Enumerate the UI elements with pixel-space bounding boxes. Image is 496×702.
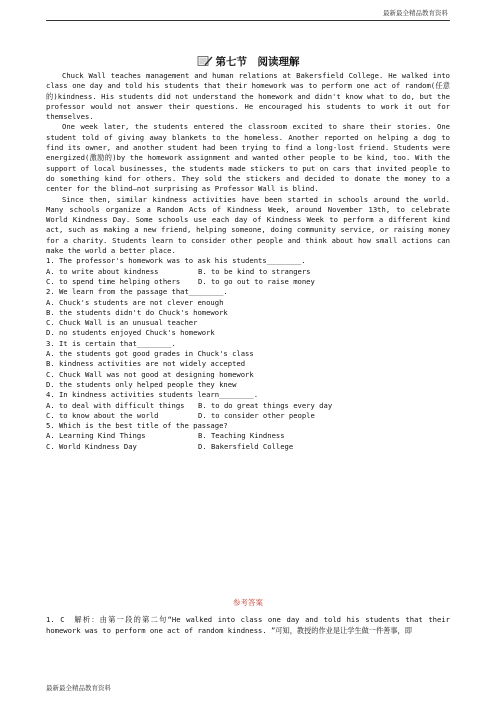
page-footer: 最新最全精品教育资料 (46, 684, 111, 692)
section-title-text: 第七节 阅读理解 (215, 56, 300, 68)
section-title (0, 54, 496, 69)
answer-option: A. Chuck's students are not clever enough (46, 297, 224, 307)
answer-option: A. the students got good grades in Chuck's class (46, 349, 254, 359)
option-row (46, 267, 450, 277)
answer-option: D. to go out to raise money (198, 276, 315, 286)
question-stem: 4. In kindness activities students learn________. (46, 390, 259, 400)
header-rule (46, 20, 450, 21)
answer-option: B. to be kind to strangers (198, 266, 311, 276)
answer-option: C. Chuck Wall is an unusual teacher (46, 318, 198, 328)
option-row (46, 277, 450, 287)
question-stem: 5. Which is the best title of the passage? (46, 421, 228, 431)
option-row (46, 431, 450, 441)
answer-option: D. the students only helped people they knew (46, 379, 237, 389)
passage (46, 71, 450, 256)
answer-option: A. to deal with difficult things (46, 400, 185, 410)
answer-option: C. to know about the world (46, 410, 159, 420)
page-header: 最新最全精品教育资料 (383, 9, 448, 17)
answer-option: D. no students enjoyed Chuck's homework (46, 328, 215, 338)
answer-option: A. to write about kindness (46, 266, 159, 276)
answer-option: D. Bakersfield College (198, 441, 294, 451)
passage-paragraph: One week later, the students entered the classroom excited to share their stories. One student told of giving away blankets to the homeless. Another reported on helping a dog to find its owner, and another student had been trying to find a long-lost friend. Students were energized(激励的)by the homework assignment and wanted other people to be kind, too. With the support of local businesses, the students made stickers to put on cars that invited people to do something kind for others. They sold the stickers and decided to donate the money to a center for the blind—not surprising as Professor Wall is blind. (46, 122, 450, 194)
option-row (46, 442, 450, 452)
question-stem: 3. It is certain that________. (46, 338, 176, 348)
passage-paragraph: Since then, similar kindness activities have been started in schools around the world. Many schools organize a Random Acts of Kindness Week, around November 13th, to celebrate World Kindness Day. Some schools use each day of Kindness Week to perform a different kind act, such as making a new friend, helping someone, doing community service, or raising money for a charity. Students learn to consider other people and think about how small actions can make the world a better place. (46, 194, 450, 256)
answers-title: 参考答案 (233, 598, 263, 607)
questions (46, 256, 450, 452)
answer-option: D. to consider other people (198, 410, 315, 420)
answer-option: B. Teaching Kindness (198, 431, 285, 441)
option-row (46, 401, 450, 411)
option-row (46, 411, 450, 421)
pen-paper-icon (197, 55, 213, 67)
reading-content (46, 71, 450, 452)
answer-option: A. Learning Kind Things (46, 431, 146, 441)
passage-paragraph: Chuck Wall teaches management and human relations at Bakersfield College. He walked into class one day and told his students that their homework was to perform one act of random(任意的)kindness. His students did not understand the homework and didn't know what to do, but the professor would not answer their questions. He encouraged his students to work it out for themselves. (46, 71, 450, 122)
answer-option: C. World Kindness Day (46, 441, 137, 451)
answer-option: C. Chuck Wall was not good at designing homework (46, 369, 254, 379)
question-stem: 2. We learn from the passage that________. (46, 287, 228, 297)
question-stem: 1. The professor's homework was to ask his students________. (46, 256, 306, 266)
answer-option: B. to do great things every day (198, 400, 333, 410)
answers-text: 1. C 解析：由第一段的第二句“He walked into class one day and told his students that their homework was to perform one act of random kindness. ”可知，教授的作业是让学生做一件善事，即 (46, 615, 450, 635)
answer-option: C. to spend time helping others (46, 276, 181, 286)
answer-option: B. the students didn't do Chuck's homework (46, 307, 228, 317)
answer-option: B. kindness activities are not widely accepted (46, 359, 246, 369)
